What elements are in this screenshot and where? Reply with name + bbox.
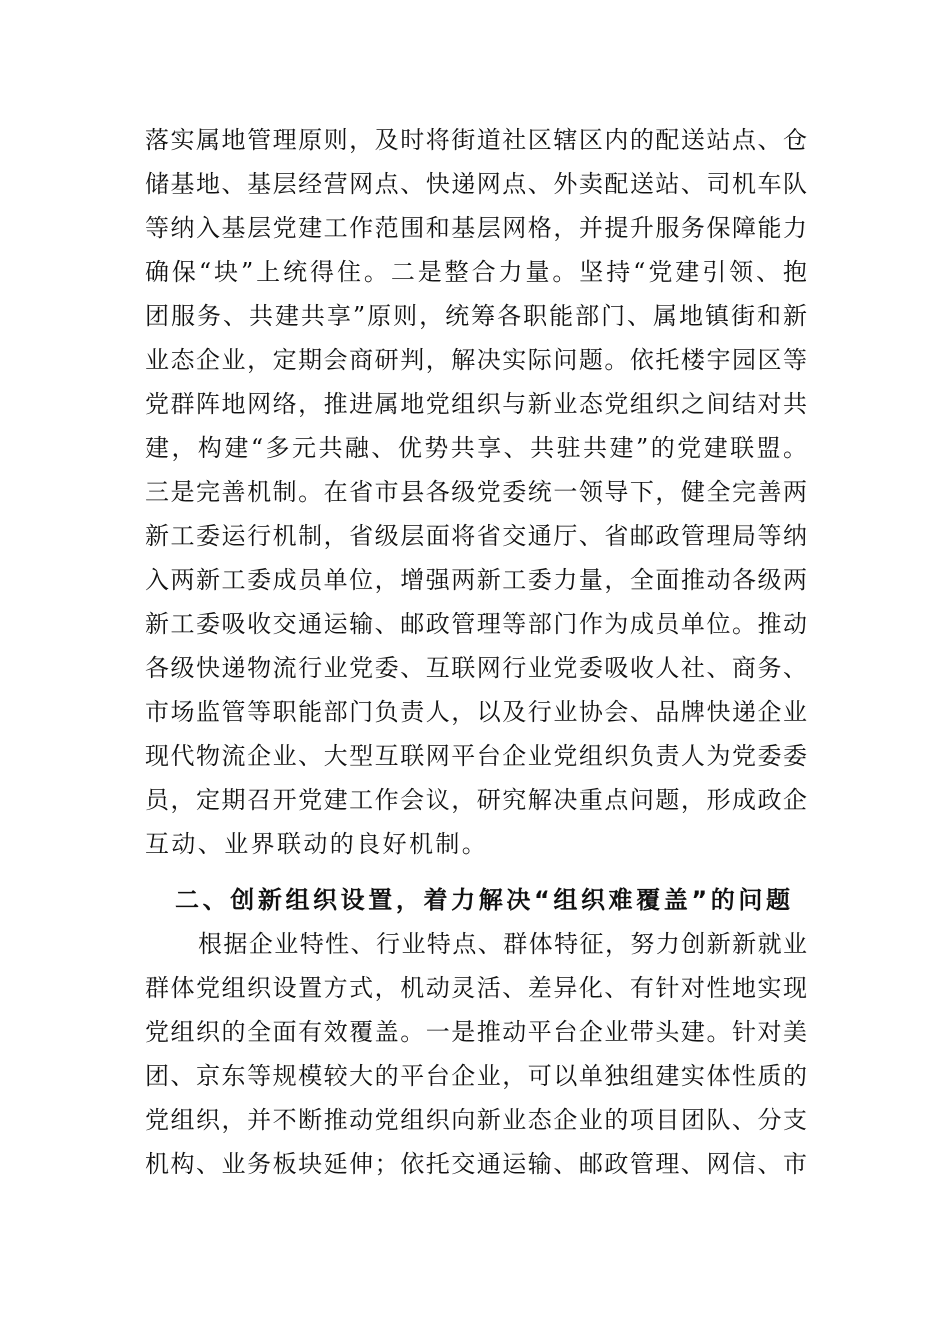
text-line: 业态企业，定期会商研判，解决实际问题。依托楼宇园区等: [145, 346, 807, 374]
text-line: 党组织，并不断推动党组织向新业态企业的项目团队、分支: [145, 1106, 807, 1134]
text-line: 党组织的全面有效覆盖。一是推动平台企业带头建。针对美: [145, 1018, 807, 1046]
text-line: 党群阵地网络，推进属地党组织与新业态党组织之间结对共: [145, 390, 807, 418]
text-line: 建，构建“多元共融、优势共享、共驻共建”的党建联盟。: [145, 434, 807, 462]
text-line: 各级快递物流行业党委、互联网行业党委吸收人社、商务、: [145, 654, 807, 682]
text-line: 机构、业务板块延伸；依托交通运输、邮政管理、网信、市: [145, 1150, 807, 1178]
text-line: 团服务、共建共享”原则，统筹各职能部门、属地镇街和新: [145, 302, 807, 330]
text-line: 落实属地管理原则，及时将街道社区辖区内的配送站点、仓: [145, 126, 807, 154]
section-heading: 二、创新组织设置，着力解决“组织难覆盖”的问题: [175, 886, 790, 914]
text-line: 入两新工委成员单位，增强两新工委力量，全面推动各级两: [145, 566, 807, 594]
text-line: 现代物流企业、大型互联网平台企业党组织负责人为党委委: [145, 742, 807, 770]
text-line: 新工委运行机制，省级层面将省交通厅、省邮政管理局等纳: [145, 522, 807, 550]
text-line: 团、京东等规模较大的平台企业，可以单独组建实体性质的: [145, 1062, 807, 1090]
text-line: 新工委吸收交通运输、邮政管理等部门作为成员单位。推动: [145, 610, 807, 638]
text-line: 员，定期召开党建工作会议，研究解决重点问题，形成政企: [145, 786, 807, 814]
text-line: 群体党组织设置方式，机动灵活、差异化、有针对性地实现: [145, 974, 807, 1002]
text-line: 等纳入基层党建工作范围和基层网格，并提升服务保障能力: [145, 214, 807, 242]
text-line: 根据企业特性、行业特点、群体特征，努力创新新就业: [198, 930, 807, 958]
text-line: 储基地、基层经营网点、快递网点、外卖配送站、司机车队: [145, 170, 807, 198]
text-line: 确保“块”上统得住。二是整合力量。坚持“党建引领、抱: [145, 258, 807, 286]
text-line: 互动、业界联动的良好机制。: [145, 830, 489, 858]
text-line: 市场监管等职能部门负责人，以及行业协会、品牌快递企业: [145, 698, 807, 726]
text-line: 三是完善机制。在省市县各级党委统一领导下，健全完善两: [145, 478, 807, 506]
